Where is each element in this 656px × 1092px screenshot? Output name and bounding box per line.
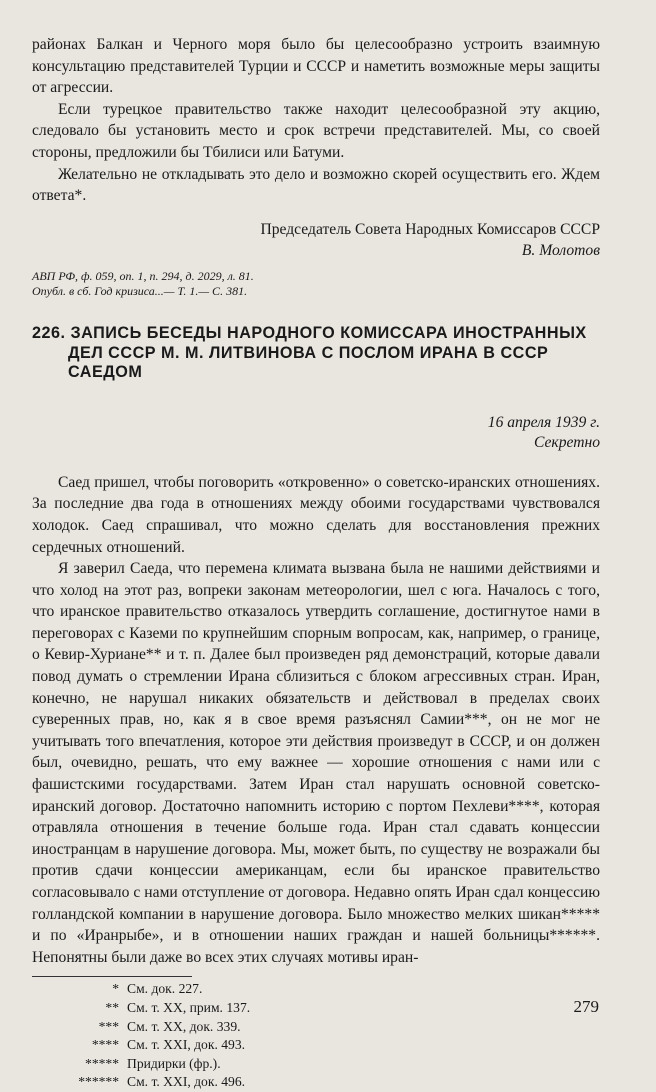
page-number: 279: [573, 997, 599, 1016]
footnote-mark: ***: [98, 1018, 119, 1034]
footnote: [32, 1055, 600, 1074]
paragraph-3: Желательно не откладывать это дело и возможно скорей осуществить его. Ждем ответа*.: [32, 165, 600, 205]
date-block: [32, 413, 600, 453]
archive-references: [32, 269, 600, 300]
footnote: [32, 1073, 600, 1092]
footnote-mark: *****: [85, 1055, 119, 1071]
footnote-text: См. т. XXI, док. 496.: [127, 1074, 246, 1090]
document-title: 226. ЗАПИСЬ БЕСЕДЫ НАРОДНОГО КОМИССАРА ИНОСТРАННЫХ ДЕЛ СССР М. М. ЛИТВИНОВА С ПОСЛОМ ИРАНА В СССР САЕДОМ: [32, 323, 587, 382]
page-content: [32, 34, 600, 1092]
footnotes: [32, 980, 600, 1092]
footnote-text: См. т. XX, прим. 137.: [127, 999, 251, 1015]
footnote-mark: ******: [78, 1074, 119, 1090]
signature-position: Председатель Совета Народных Комиссаров СССР: [260, 220, 600, 238]
footnote: [32, 999, 600, 1018]
footnote: [32, 980, 600, 999]
body-paragraph-2: Я заверил Саеда, что перемена климата вызвана была не нашими действиями и что холод на этот раз, вопреки законам метеорологии, шел с юга. Началось с того, что иранское правительство отказалось утвердить соглашение, достигнутое нами в переговорах с Каземи по крупнейшим спорным вопросам, как, например, о границе, о Кевир-Хуриане** и т. п. Далее был произведен ряд демонстраций, которые давали повод думать о стремлении Ирана сблизиться с блоком агрессивных стран. Иран, конечно, не нарушал никаких обязательств и действовал в пределах своих суверенных прав, но, как я в свое время разъяснял Самии***, он не мог не учитывать того впечатления, которое эти действия произведут в СССР, и он должен был, очевидно, решать, что ему важнее — хорошие отношения с нами или с фашистскими государствами. Затем Иран стал нарушать основной советско-иранский договор. Достаточно напомнить историю с портом Пехлеви****, которая отравляла отношения в течение больше года. Иран стал сдавать концессии иностранцам в нарушение договора. Мы, может быть, по существу не возражали бы против сдачи концессии американцам, если бы иранское правительство согласовывало с нами отступление от договора. Недавно опять Иран сдал концессию голландской компании в нарушение договора. Было множество мелких шикан***** и по «Иранрыбе», и в отношении наших граждан и нашей больницы******. Непонятны были даже во всех этих случаях мотивы иран-: [32, 560, 600, 966]
body-paragraph-1: Саед пришел, чтобы поговорить «откровенно» о советско-иранских отношениях. За последние два года в отношениях между обоими государствами чувствовался холодок. Саед спрашивал, что можно сделать для восстановления прежних сердечных отношений.: [32, 473, 600, 556]
signature-block: [32, 219, 600, 261]
footnote-text: См. т. XX, док. 339.: [127, 1018, 241, 1034]
footnote: [32, 1018, 600, 1037]
document-body: [32, 472, 600, 969]
paragraph-1: районах Балкан и Черного моря было бы целесообразно устроить взаимную консультацию представителей Турции и СССР и наметить возможные меры защиты от агрессии.: [32, 36, 600, 97]
archive-ref-1: АВП РФ, ф. 059, оп. 1, п. 294, д. 2029, л. 81.: [32, 268, 254, 283]
footnote-mark: **: [105, 999, 119, 1015]
footnote-text: Придирки (фр.).: [127, 1055, 221, 1071]
footnote: [32, 1036, 600, 1055]
archive-ref-2: Опубл. в сб. Год кризиса...— Т. 1.— С. 381.: [32, 284, 248, 299]
footnote-mark: *: [112, 981, 119, 997]
footnote-text: См. док. 227.: [127, 981, 203, 997]
paragraph-2: Если турецкое правительство также находит целесообразной эту акцию, следовало бы установить место и срок встречи представителей. Мы, со своей стороны, предложили бы Тбилиси или Батуми.: [32, 100, 600, 161]
document-date: 16 апреля 1939 г.: [487, 413, 600, 431]
signature-name: В. Молотов: [521, 241, 600, 259]
classification-label: Секретно: [533, 433, 600, 451]
footnote-text: См. т. XXI, док. 493.: [127, 1037, 246, 1053]
footnote-divider: [32, 976, 192, 977]
footnote-mark: ****: [91, 1037, 119, 1053]
